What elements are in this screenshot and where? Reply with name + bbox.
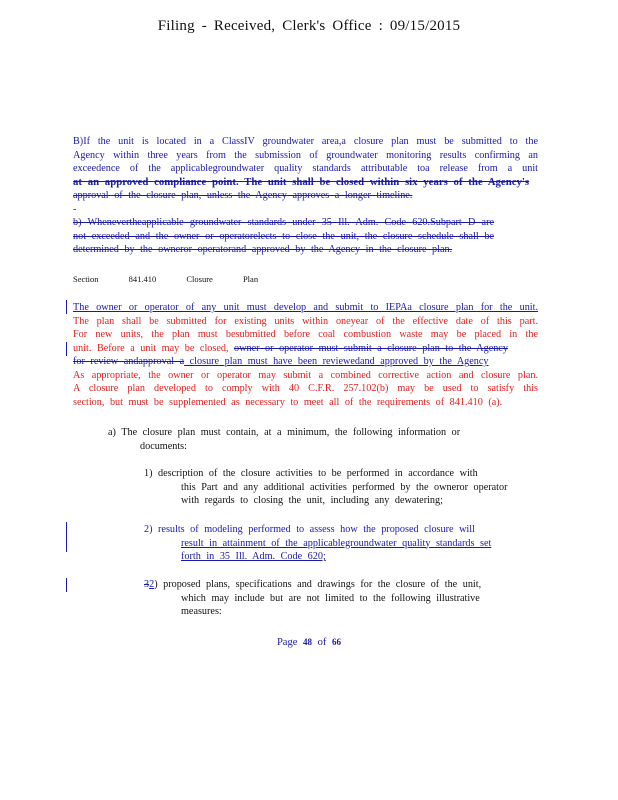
list-item-line: this Part and any additional activities performed by the owneror operator [181, 481, 508, 493]
change-bar [66, 300, 67, 314]
section-number: 841.410 [128, 274, 157, 284]
page-label: Page [276, 637, 298, 648]
page-number: 48 [303, 637, 313, 647]
list-item-1 [144, 467, 534, 508]
list-item-line: forth in 35 Ill. Adm. Code 620; [181, 551, 326, 562]
paragraph-line [73, 355, 538, 369]
list-item-text: ) proposed plans, specifications and drawings for the closure of the unit, [154, 579, 482, 590]
paragraph-line: For new units, the plan must besubmitted before coal combustion waste may be placed in the [73, 329, 538, 340]
section-heading [73, 274, 272, 284]
deleted-text: owner or operator must submit a closure plan to the Agency [234, 342, 508, 354]
page-total: 66 [332, 637, 342, 647]
section-label: Section [73, 274, 99, 284]
inserted-text: unit. Before a unit may be closed, [73, 342, 229, 354]
deletion-marker: - [73, 203, 77, 215]
deleted-text: approval of the closure plan, unless the Agency approves a longer timeline. [73, 190, 413, 201]
list-item-line: which may include but are not limited to the following illustrative [181, 592, 480, 604]
deleted-text: at an approved compliance point. The unit shall be closed within six years of the Agency's [73, 175, 530, 188]
paragraph-b-line: Agency within three years from the submission of groundwater monitoring results confirming an [73, 149, 538, 161]
paragraph-line: The owner or operator of any unit must develop and submit to IEPAa closure plan for the unit. [73, 302, 538, 313]
paragraph-line: As appropriate, the owner or operator may submit a combined corrective action and closure plan. [73, 369, 538, 381]
paragraph-line: A closure plan developed to comply with 40 C.F.R. 257.102(b) may be used to satisfy this [73, 383, 538, 394]
paragraph-b-deleted-line: not exceeded and the owner or operatorelects to close the unit, the closure schedule shall be [73, 230, 494, 242]
section-title: Plan [242, 274, 259, 284]
list-item-line: 1) description of the closure activities to be performed in accordance with [144, 468, 478, 479]
of-label: of [317, 637, 327, 648]
list-item-line: documents: [140, 440, 187, 452]
change-bar [66, 342, 67, 356]
paragraph-b-deleted-line: b) Whenevertheapplicable groundwater standards under 35 Ill. Adm. Code 620.Subpart D are [73, 217, 494, 228]
paragraph-line [73, 342, 538, 356]
list-item-line: measures: [181, 606, 222, 617]
list-item-line [144, 578, 534, 592]
list-item-line: 2) results of modeling performed to assess how the proposed closure will [144, 524, 475, 535]
list-item-line: with regards to closing the unit, including any dewatering; [181, 495, 443, 506]
list-item-line: a) The closure plan must contain, at a minimum, the following information or [108, 427, 461, 438]
page-footer [0, 637, 618, 648]
paragraph-b-line: B)If the unit is located in a ClassIV groundwater area,a closure plan must be submitted to the [73, 136, 538, 147]
list-item-3 [144, 578, 534, 619]
list-item-line: result in attainment of the applicablegroundwater quality standards set [181, 537, 492, 549]
filing-header: Filing - Received, Clerk's Office : 09/15/2015 [157, 18, 461, 34]
change-bar [66, 522, 67, 552]
closure-plan-paragraph [73, 301, 538, 409]
paragraph-line: The plan shall be submitted for existing units within oneyear of the effective date of this part. [73, 315, 538, 327]
section-title: Closure [186, 274, 213, 284]
paragraph-b-line: exceedence of the applicablegroundwater quality standards attributable toa release from a unit [73, 163, 538, 174]
inserted-text: closure plan must have been reviewedand approved by the Agency [184, 356, 489, 367]
change-bar [66, 578, 67, 592]
paragraph-b-deleted-line: determined by the owneror operatorand approved by the Agency in the closure plan. [73, 244, 453, 255]
list-item-a [108, 426, 488, 453]
paragraph-line: section, but must be supplemented as necessary to meet all of the requirements of 841.410 (a). [73, 396, 503, 408]
deleted-text: for review andapproval a [73, 356, 185, 367]
paragraph-b [73, 135, 538, 216]
inserted-number: 2 [149, 579, 155, 590]
deleted-number: 3 [144, 579, 150, 590]
paragraph-b-deleted [73, 216, 494, 257]
list-item-2 [144, 523, 534, 564]
